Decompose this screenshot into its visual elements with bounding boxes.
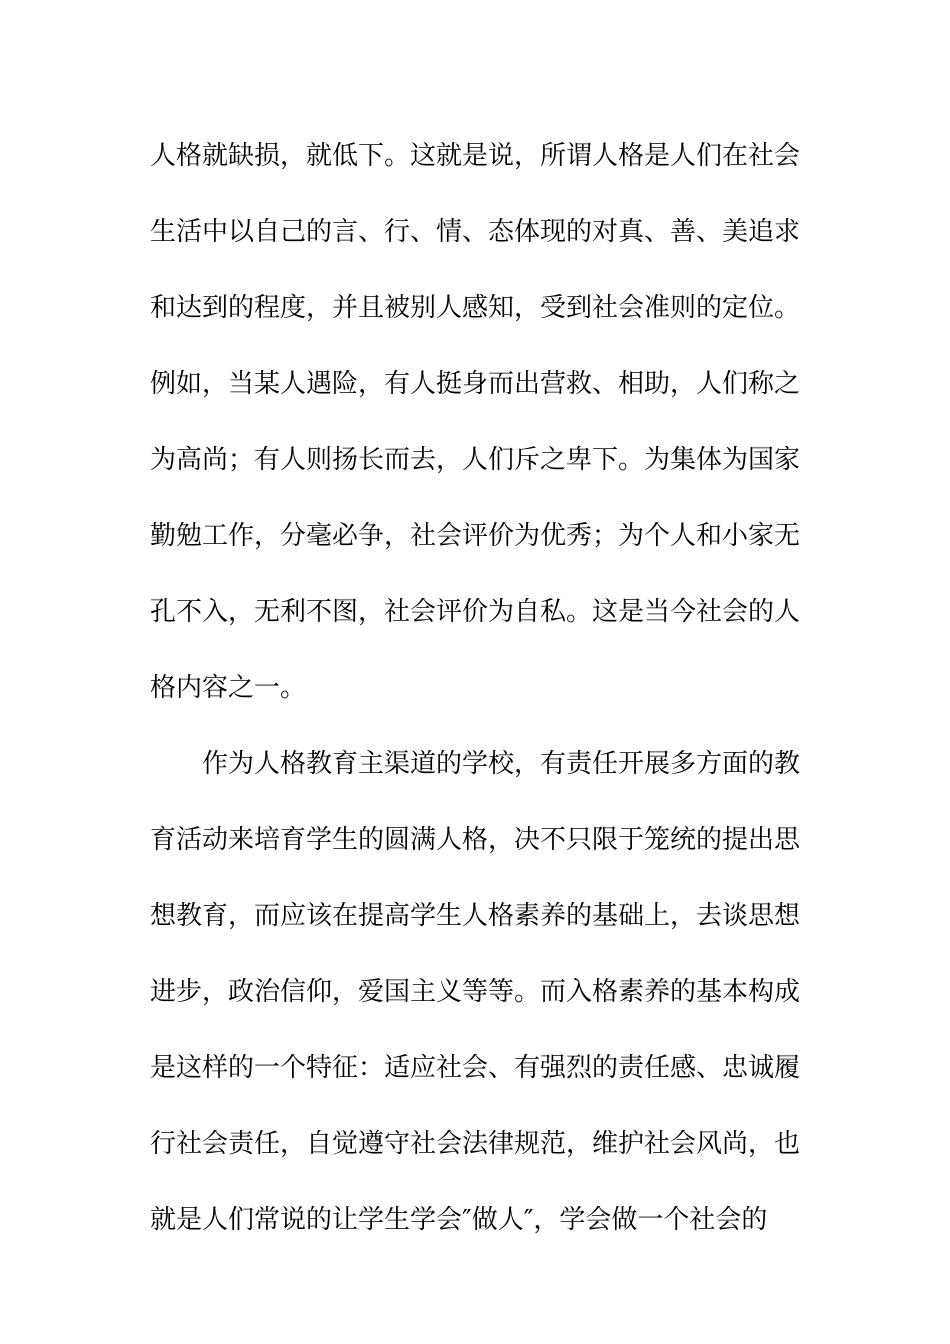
text-line: 作为人格教育主渠道的学校，有责任开展多方面的教 [202, 749, 800, 779]
text-line: 例如，当某人遇险，有人挺身而出营救、相助，人们称之 [150, 369, 800, 399]
text-line: 是这样的一个特征：适应社会、有强烈的责任感、忠诚履 [150, 1053, 800, 1083]
text-line: 育活动来培育学生的圆满人格，决不只限于笼统的提出思 [150, 825, 800, 855]
text-line: 行社会责任，自觉遵守社会法律规范，维护社会风尚，也 [150, 1129, 800, 1159]
text-line: 和达到的程度，并且被别人感知，受到社会准则的定位。 [150, 293, 800, 323]
text-line: 为高尚；有人则扬长而去，人们斥之卑下。为集体为国家 [150, 445, 800, 475]
document-body [150, 118, 800, 1258]
text-line: 生活中以自己的言、行、情、态体现的对真、善、美追求 [150, 217, 800, 247]
text-line: 人格就缺损，就低下。这就是说，所谓人格是人们在社会 [150, 141, 800, 171]
text-line: 就是人们常说的让学生学会″做人″，学会做一个社会的 [150, 1205, 768, 1235]
paragraph-2 [150, 726, 800, 1258]
text-line: 想教育，而应该在提高学生人格素养的基础上，去谈思想 [150, 901, 800, 931]
text-line: 格内容之一。 [150, 673, 307, 703]
paragraph-1 [150, 118, 800, 726]
text-line: 进步，政治信仰，爱国主义等等。而入格素养的基本构成 [150, 977, 800, 1007]
text-line: 孔不入，无利不图，社会评价为自私。这是当今社会的人 [150, 597, 800, 627]
text-line: 勤勉工作，分毫必争，社会评价为优秀；为个人和小家无 [150, 521, 800, 551]
